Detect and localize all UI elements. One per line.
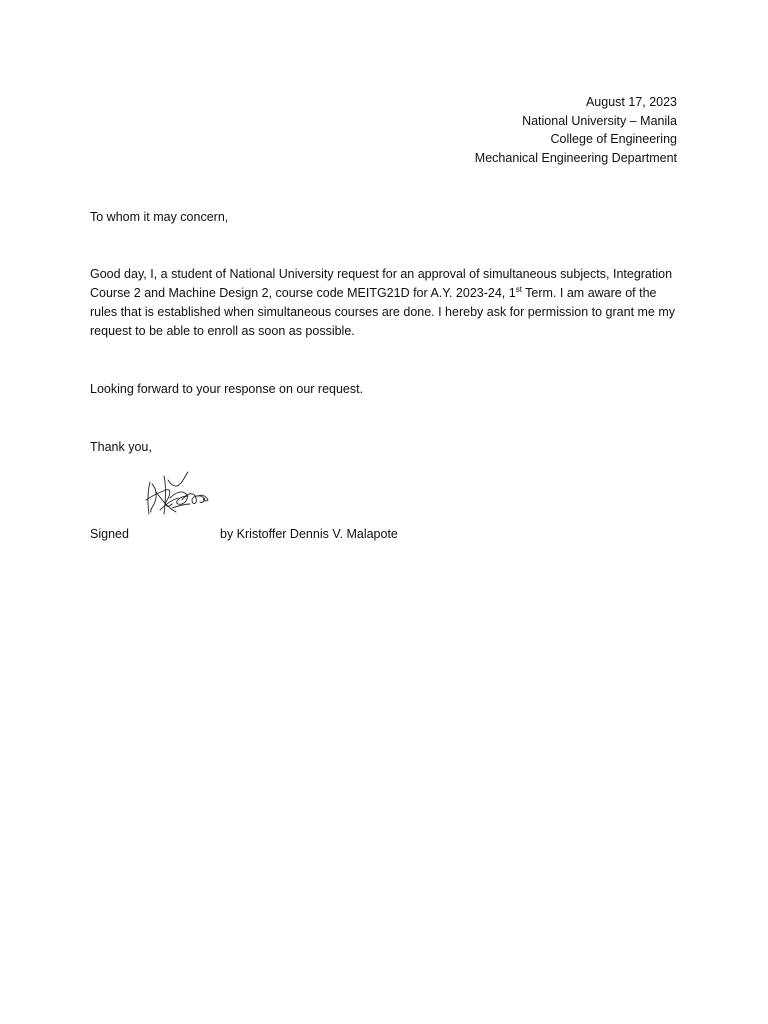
letter-date: August 17, 2023 (585, 95, 677, 109)
thanks-line: Thank you, (90, 440, 152, 454)
department-name: Mechanical Engineering Department (474, 151, 677, 166)
ordinal-suffix: st (515, 285, 522, 294)
college-name: College of Engineering (550, 132, 677, 147)
body-paragraph (90, 265, 682, 341)
signed-label: Signed (90, 527, 129, 541)
signature-icon (142, 470, 212, 520)
salutation: To whom it may concern, (90, 210, 229, 224)
institution-name: National University – Manila (522, 113, 677, 128)
closing-line: Looking forward to your response on our request. (90, 382, 364, 396)
body-text-end: Term. I am aware of the rules that is established when simultaneous courses are done. I hereby ask for permission to grant me my request to be able to enroll as soon as possible. (90, 286, 676, 338)
letter-header (475, 93, 677, 168)
body-text-start: Good day, I, a student of National University request for an approval of simultaneous subjects, Integration Course 2 and Machine Design 2, course code MEITG21D for A.Y. 2023-24, 1 (90, 267, 673, 300)
signer-name: by Kristoffer Dennis V. Malapote (220, 527, 398, 541)
